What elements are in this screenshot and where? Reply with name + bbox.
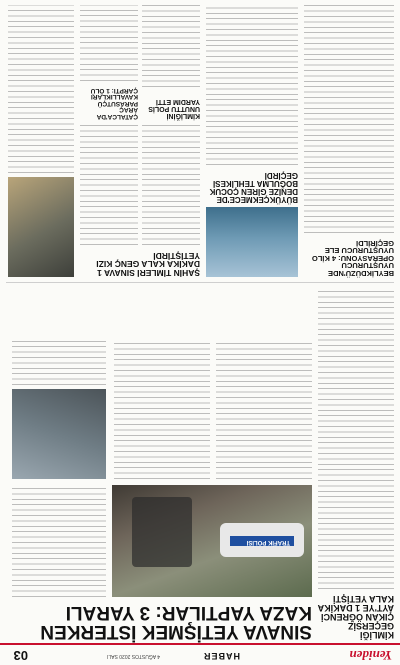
lead-side-text [12,485,106,597]
police-officers-photo [12,389,106,479]
police-car-label: TRAFİK POLİSİ [246,539,290,545]
page-number: 03 [13,648,28,663]
section-label: HABER [202,651,240,661]
issue-date: 4 AĞUSTOS 2020 SALI [107,653,160,659]
sea-photo [206,207,298,277]
lead-column-3 [114,339,210,479]
main-headline: SINAVA YETİŞMEK İSTERKEN KAZA YAPTILAR: 3 YARALI [40,602,312,642]
lead-column-2 [216,339,312,479]
people-silhouette [132,497,192,567]
masthead [0,643,400,665]
kimlik-headline: KİMLİĞİNİ UNUTTU POLİS YARDIM ETTİ [148,98,200,119]
accident-photo [112,485,312,597]
sahin-col-2 [80,125,138,245]
newspaper-logo: Yeniden [349,648,392,663]
catalca-text [80,5,138,81]
sahin-col-1 [142,125,200,245]
right-bottom-text [8,5,74,173]
police-car-shape [220,523,304,557]
motorcycle-police-photo [8,177,74,277]
beylikduzu-text [304,5,394,233]
kimlik-text [142,5,200,87]
lead-body-text [318,289,394,589]
sahin-timleri-headline: ŞAHİN TİMLERİ SINAVA 1 DAKİKA KALA GENÇ KIZI YETİŞTİRDİ [96,251,200,278]
beylikduzu-headline: BEYLİKDÜZÜ'NDE UYUŞTURUCU OPERASYONU: 4 KİLO UYUŞTURUCU ELE GEÇİRİLDİ [311,239,394,278]
divider [6,282,394,283]
buyukcekmece-headline: BÜYÜKÇEKMECE'DE DENİZE GİREN ÇOCUK BOĞULMA TEHLİKESİ GEÇİRDİ [209,171,298,204]
catalca-headline: ÇATALCA'DA ARAÇ PARASUTÇÜ KAVALLIKLARI ÇARPTI: 1 ÖLÜ [90,87,138,120]
lead-kicker-headline: KİMLİĞİ GEÇERSİZ ÇIKAN ÖĞRENCİ AYT'YE 1 DAKİKA KALA YETİŞTİ [318,594,394,640]
right-mid-text [12,339,106,385]
buyukcekmece-text [206,5,298,165]
